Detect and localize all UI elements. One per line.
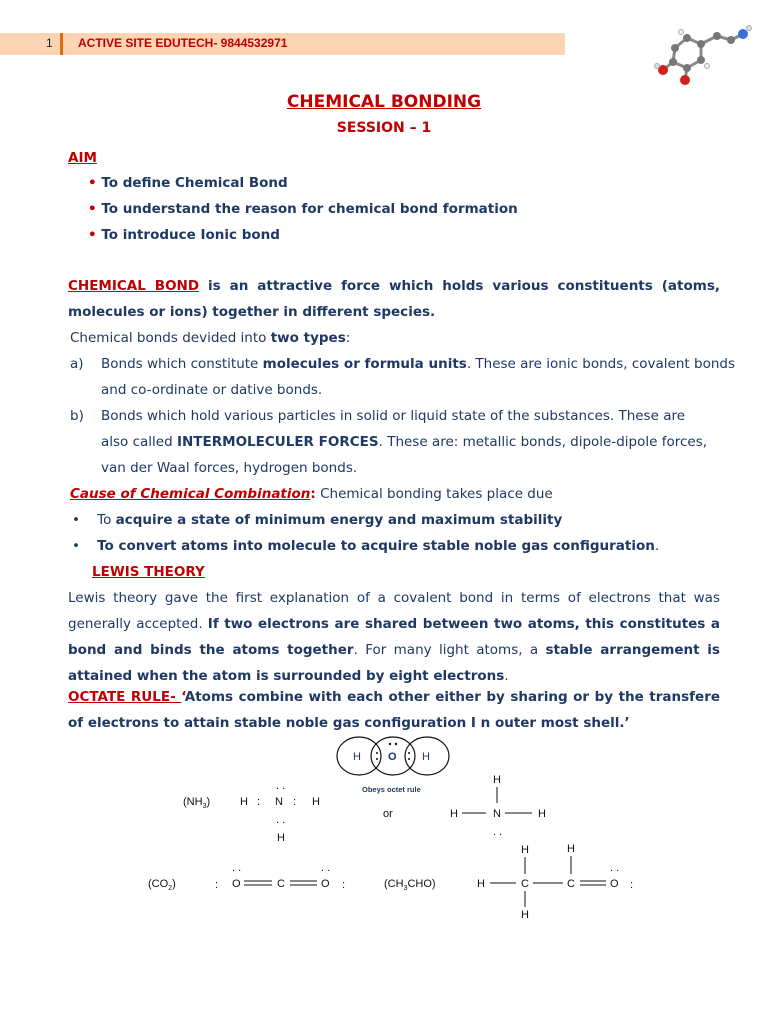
cause-line: Cause of Chemical Combination: Chemical bonding takes place due xyxy=(70,486,553,502)
svg-text::: : xyxy=(342,879,346,891)
svg-text:H: H xyxy=(567,843,575,855)
svg-text:. .: . . xyxy=(610,862,620,874)
cause-bullet: • To convert atoms into molecule to acquire stable noble gas configuration. xyxy=(72,538,660,554)
h2o-h-right: H xyxy=(422,751,430,763)
or-label: or xyxy=(383,808,393,820)
svg-text:H: H xyxy=(493,774,501,786)
svg-text:H: H xyxy=(477,878,485,890)
svg-text::: : xyxy=(215,879,219,891)
type-a-line: Bonds which constitute molecules or formula units. These are ionic bonds, covalent bonds xyxy=(101,356,735,372)
page-title: CHEMICAL BONDING xyxy=(286,92,482,112)
type-b-line: van der Waal forces, hydrogen bonds. xyxy=(101,460,358,476)
chemical-bond-definition: CHEMICAL BOND is an attractive force which holds various constituents (atoms, molecules or ions) together in different species. xyxy=(68,278,720,320)
octet-caption: Obeys octet rule xyxy=(362,785,421,794)
header-divider xyxy=(60,33,63,55)
svg-text:H: H xyxy=(521,909,529,921)
svg-text:. .: . . xyxy=(276,814,286,826)
type-b-line: also called INTERMOLECULER FORCES. These are: metallic bonds, dipole-dipole forces, xyxy=(101,434,708,450)
cause-bullet: • To acquire a state of minimum energy and maximum stability xyxy=(72,512,563,528)
page-header xyxy=(0,33,565,55)
molecule-logo xyxy=(645,20,760,90)
svg-text:. .: . . xyxy=(321,862,331,874)
aim-heading: AIM xyxy=(68,150,97,166)
svg-text:H: H xyxy=(450,808,458,820)
svg-text:. .: . . xyxy=(276,780,286,792)
svg-text:H: H xyxy=(240,796,248,808)
co2-structure xyxy=(148,862,345,892)
ch3cho-label: $(CH_3CHO)$ xyxy=(384,878,436,892)
svg-text:. .: . . xyxy=(493,826,503,838)
svg-text:O: O xyxy=(321,878,330,890)
svg-text:C: C xyxy=(277,878,285,890)
svg-text:O: O xyxy=(610,878,619,890)
co2-label: $(CO_2)$ xyxy=(148,878,176,892)
svg-text::: : xyxy=(630,879,634,891)
svg-text:N: N xyxy=(493,808,501,820)
nh3-structural xyxy=(450,774,546,838)
type-a-line: and co-ordinate or dative bonds. xyxy=(101,382,323,398)
lewis-paragraph: Lewis theory gave the first explanation of a covalent bond in terms of electrons that was generally accepted. If two electrons are shared between two atoms, this constitutes a bond and binds the atoms together. For many light atoms, a stable arrangement is attained when the atom is surrounded by eight electrons. xyxy=(68,590,720,684)
page-number: 1 xyxy=(46,36,53,50)
type-b-line: Bonds which hold various particles in solid or liquid state of the substances. These are xyxy=(101,408,686,424)
svg-text:H: H xyxy=(277,832,285,844)
header-site: ACTIVE SITE EDUTECH- 9844532971 xyxy=(78,36,288,50)
octet-rule: OCTATE RULE- ‘Atoms combine with each other either by sharing or by the transfere of electrons to attain stable noble gas configuration I n outer most shell.’ xyxy=(68,689,721,731)
svg-text::: : xyxy=(257,796,261,808)
svg-text:C: C xyxy=(567,878,575,890)
svg-text:H: H xyxy=(312,796,320,808)
type-b-label: b) xyxy=(70,408,84,424)
aim-item: • To introduce Ionic bond xyxy=(88,227,280,243)
nh3-label: $(NH_3)$ xyxy=(183,796,211,810)
lewis-heading: LEWIS THEORY xyxy=(92,564,205,580)
svg-text:H: H xyxy=(538,808,546,820)
h2o-h-left: H xyxy=(353,751,361,763)
types-intro: Chemical bonds devided into two types: xyxy=(70,330,351,346)
svg-text:N: N xyxy=(275,796,283,808)
h2o-structure xyxy=(337,737,449,794)
svg-text:C: C xyxy=(521,878,529,890)
svg-text::: : xyxy=(293,796,297,808)
session-label: SESSION – 1 xyxy=(336,120,432,136)
lewis-structures-diagram xyxy=(0,735,768,935)
h2o-o: O xyxy=(388,751,397,763)
ch3cho-structure xyxy=(384,843,633,921)
aim-item: • To understand the reason for chemical bond formation xyxy=(88,201,518,217)
svg-text:H: H xyxy=(521,844,529,856)
svg-text:. .: . . xyxy=(232,862,242,874)
svg-text:O: O xyxy=(232,878,241,890)
type-a-label: a) xyxy=(70,356,84,372)
aim-item: • To define Chemical Bond xyxy=(88,175,288,191)
